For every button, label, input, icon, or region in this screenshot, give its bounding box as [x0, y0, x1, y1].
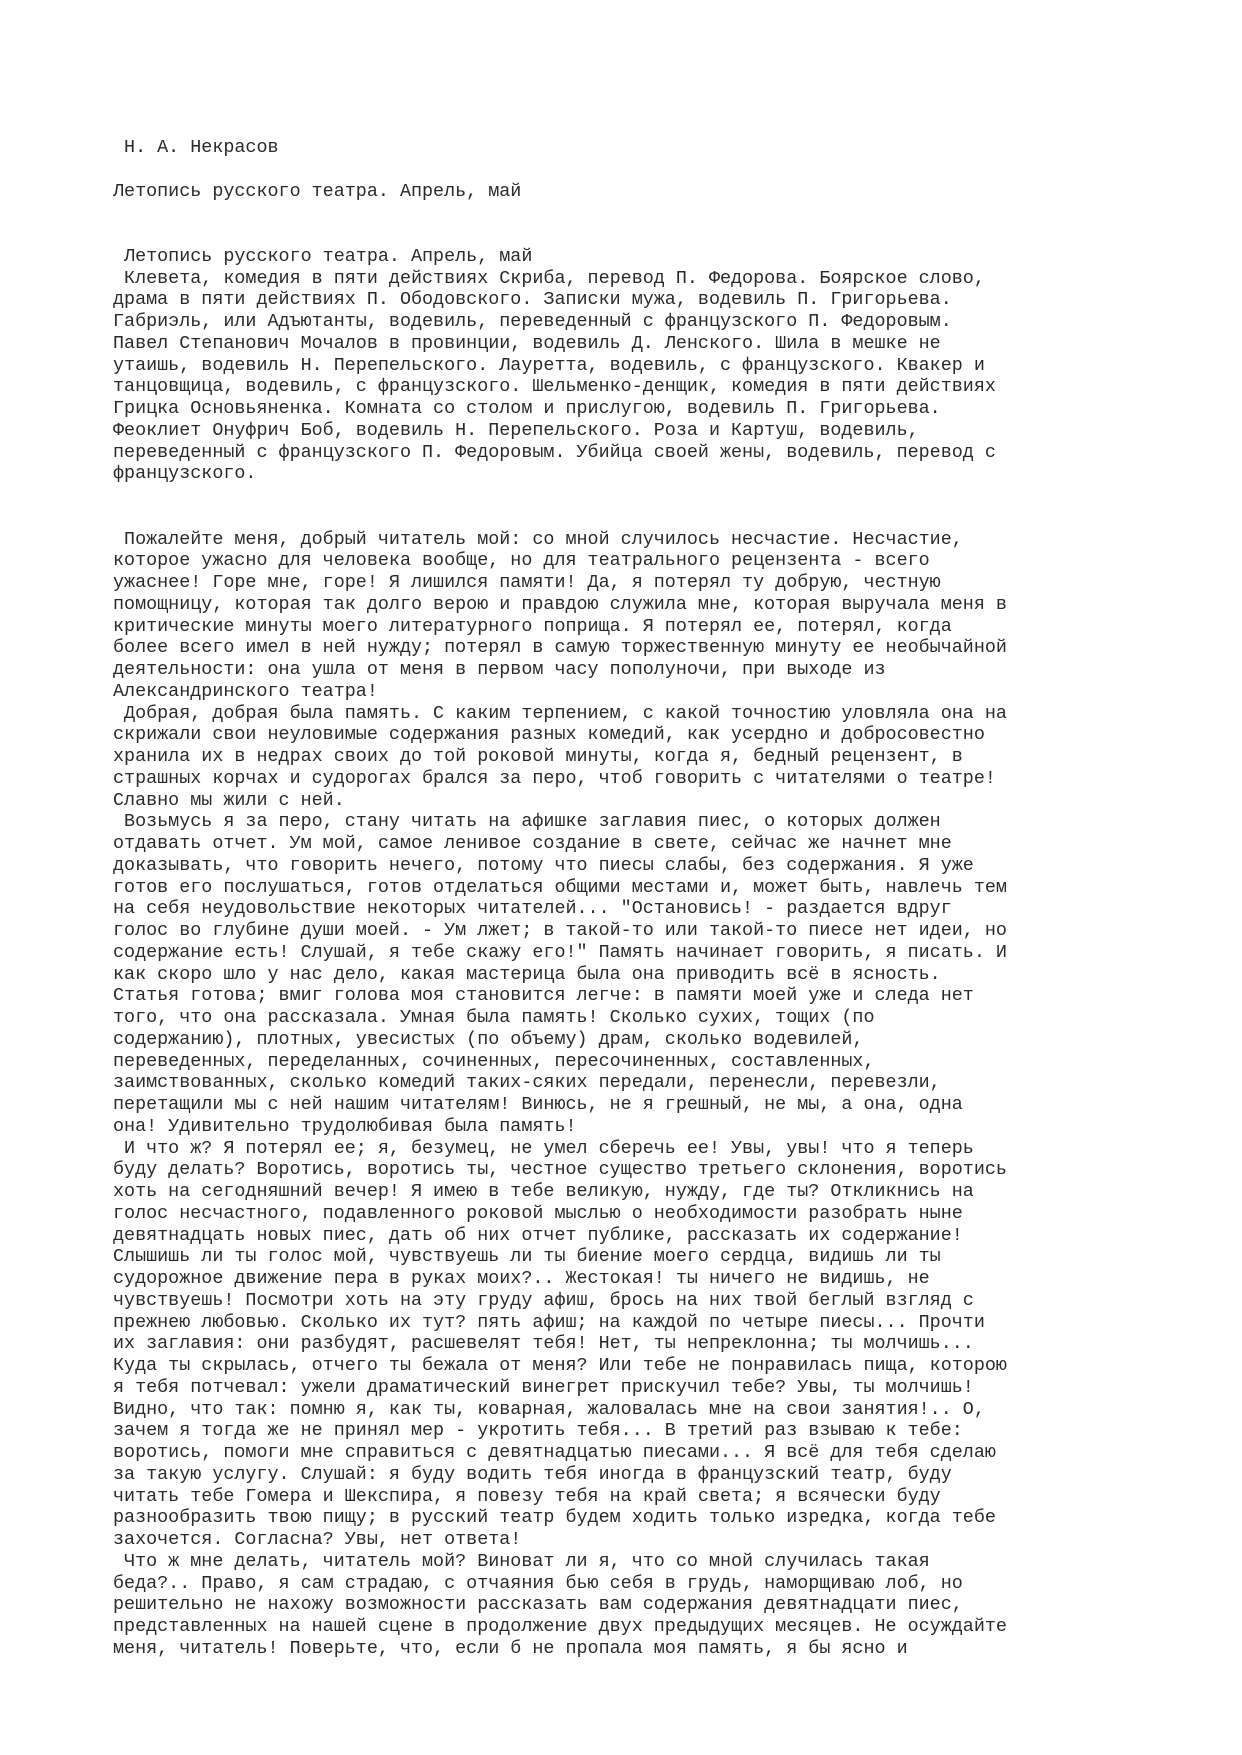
text-line: И что ж? Я потерял ее; я, безумец, не умел сберечь ее! Увы, увы! что я теперь	[113, 1137, 974, 1159]
text-line: Видно, что так: помню я, как ты, коварная, жаловалась мне на свои занятия!.. О,	[113, 1398, 985, 1420]
author-line: Н. А. Некрасов	[113, 137, 279, 158]
text-line: хранила их в недрах своих до той роковой минуты, когда я, бедный рецензент, в	[113, 746, 963, 767]
blank-line	[113, 485, 1213, 507]
text-line: на себя неудовольствие некоторых читателей... "Остановись! - раздается вдруг	[113, 898, 952, 920]
text-line: Пожалейте меня, добрый читатель мой: со мной случилось несчастие. Несчастие,	[113, 528, 963, 550]
text-line: французского.	[113, 463, 257, 485]
text-line: Павел Степанович Мочалов в провинции, водевиль Д. Ленского. Шила в мешке не	[113, 332, 941, 354]
text-line: Добрая, добрая была память. С каким терпением, с какой точностию уловляла она на	[113, 702, 1007, 724]
text-line: девятнадцать новых пиес, дать об них отчет публике, рассказать их содержание!	[113, 1224, 963, 1246]
text-line: критические минуты моего литературного поприща. Я потерял ее, потерял, когда	[113, 615, 952, 637]
text-line: хоть на сегодняшний вечер! Я имею в тебе великую, нужду, где ты? Откликнись на	[113, 1181, 974, 1202]
text-line: танцовщица, водевиль, с французского. Шельменко-денщик, комедия в пяти действиях	[113, 376, 996, 398]
text-line: как скоро шло у нас дело, какая мастерица была она приводить всё в ясность.	[113, 963, 941, 985]
text-line: Возьмусь я за перо, стану читать на афишке заглавия пиес, о которых должен	[113, 811, 941, 833]
paragraph-3	[113, 811, 1213, 1137]
blank-line	[113, 224, 1213, 246]
text-line: захочется. Согласна? Увы, нет ответа!	[113, 1529, 522, 1550]
text-line: она! Удивительно трудолюбивая была память!	[113, 1115, 577, 1137]
paragraph-1	[113, 529, 1213, 703]
text-line: того, что она рассказала. Умная была память! Сколько сухих, тощих (по	[113, 1007, 875, 1028]
text-line: Статья готова; вмиг голова моя становится легче: в памяти моей уже и следа нет	[113, 985, 974, 1007]
text-line: читать тебе Гомера и Шекспира, я повезу тебя на край света; я всячески буду	[113, 1485, 941, 1507]
text-line: доказывать, что говорить нечего, потому что пиесы слабы, без содержания. Я уже	[113, 854, 974, 876]
paragraph-2	[113, 703, 1213, 812]
text-line: я тебя потчевал: ужели драматический винегрет прискучил тебе? Увы, ты молчишь!	[113, 1376, 974, 1398]
blank-line	[113, 159, 1213, 181]
text-line: воротись, помоги мне справиться с девятнадцатью пиесами... Я всё для тебя сделаю	[113, 1442, 996, 1463]
text-line: голос во глубине души моей. - Ум лжет; в такой-то или такой-то пиесе нет идеи, но	[113, 920, 1007, 941]
text-line: меня, читатель! Поверьте, что, если б не пропала моя память, я бы ясно и	[113, 1637, 908, 1659]
text-line: зачем я тогда же не принял мер - укротить тебя... В третий раз взываю к тебе:	[113, 1420, 963, 1442]
paragraph-5	[113, 1551, 1213, 1660]
text-line: Слышишь ли ты голос мой, чувствуешь ли ты биение моего сердца, видишь ли ты	[113, 1246, 941, 1268]
text-line: содержанию), плотных, увесистых (по объему) драм, сколько водевилей,	[113, 1028, 864, 1050]
text-line: Грицка Основьяненка. Комната со столом и прислугою, водевиль П. Григорьева.	[113, 398, 941, 419]
text-line: утаишь, водевиль Н. Перепельского. Лауретта, водевиль, с французского. Квакер и	[113, 354, 985, 376]
text-line: драма в пяти действиях П. Ободовского. Записки мужа, водевиль П. Григорьева.	[113, 289, 952, 311]
text-line: Александринского театра!	[113, 680, 378, 702]
text-line: представленных на нашей сцене в продолжение двух предыдущих месяцев. Не осуждайте	[113, 1616, 1007, 1637]
text-line: Славно мы жили с ней.	[113, 789, 345, 811]
text-line: Что ж мне делать, читатель мой? Виноват ли я, что со мной случилась такая	[113, 1550, 930, 1572]
blank-line	[113, 507, 1213, 529]
text-line: их заглавия: они разбудят, расшевелят тебя! Нет, ты непреклонна; ты молчишь...	[113, 1333, 974, 1355]
text-line: решительно не нахожу возможности рассказать вам содержания девятнадцати пиес,	[113, 1594, 963, 1616]
document-subtitle: Летопись русского театра. Апрель, май	[113, 245, 533, 267]
text-line: буду делать? Воротись, воротись ты, честное существо третьего склонения, воротись	[113, 1159, 1007, 1181]
text-line: Куда ты скрылась, отчего ты бежала от меня? Или тебе не понравилась пища, которою	[113, 1355, 1007, 1376]
blank-line	[113, 202, 1213, 224]
text-line: деятельности: она ушла от меня в первом часу пополуночи, при выходе из	[113, 659, 886, 680]
text-line: Клевета, комедия в пяти действиях Скриба, перевод П. Федорова. Боярское слово,	[113, 267, 985, 289]
text-line: отдавать отчет. Ум мой, самое ленивое создание в свете, сейчас же начнет мне	[113, 833, 952, 854]
text-line: помощницу, которая так долго верою и правдою служила мне, которая выручала меня в	[113, 593, 1007, 615]
text-line: ужаснее! Горе мне, горе! Я лишился памяти! Да, я потерял ту добрую, честную	[113, 572, 941, 593]
paragraph-4	[113, 1138, 1213, 1551]
text-line: беда?.. Право, я сам страдаю, с отчаяния бью себя в грудь, наморщиваю лоб, но	[113, 1572, 963, 1594]
text-line: скрижали свои неуловимые содержания разных комедий, как усердно и добросовестно	[113, 724, 985, 746]
text-line: более всего имел в ней нужду; потерял в самую торжественную минуту ее необычайной	[113, 637, 1007, 659]
text-line: страшных корчах и судорогах брался за перо, чтоб говорить с читателями о театре!	[113, 767, 996, 789]
text-line: заимствованных, сколько комедий таких-сяких передали, перенесли, перевезли,	[113, 1072, 941, 1094]
text-line: переведенных, переделанных, сочиненных, пересочиненных, составленных,	[113, 1050, 875, 1072]
document-page	[113, 137, 1213, 1660]
text-line: Феоклиет Онуфрич Боб, водевиль Н. Перепельского. Роза и Картуш, водевиль,	[113, 419, 919, 441]
text-line: чувствуешь! Посмотри хоть на эту груду афиш, брось на них твой беглый взгляд с	[113, 1289, 974, 1311]
text-line: за такую услугу. Слушай: я буду водить тебя иногда в французский театр, буду	[113, 1463, 952, 1485]
text-line: перетащили мы с ней нашим читателям! Винюсь, не я грешный, не мы, а она, одна	[113, 1094, 963, 1115]
text-line: содержание есть! Слушай, я тебе скажу его!" Память начинает говорить, я писать. И	[113, 941, 1007, 963]
text-line: судорожное движение пера в руках моих?.. Жестокая! ты ничего не видишь, не	[113, 1268, 930, 1289]
text-line: переведенный с французского П. Федоровым. Убийца своей жены, водевиль, перевод с	[113, 441, 996, 463]
text-line: голос несчастного, подавленного роковой мыслью о необходимости разобрать ныне	[113, 1202, 963, 1224]
document-title: Летопись русского театра. Апрель, май	[113, 180, 522, 202]
text-line: прежнею любовью. Сколько их тут? пять афиш; на каждой по четыре пиесы... Прочти	[113, 1311, 985, 1333]
text-line: готов его послушаться, готов отделаться общими местами и, может быть, навлечь тем	[113, 876, 1007, 898]
playbill-paragraph	[113, 268, 1213, 486]
text-line: Габриэль, или Адъютанты, водевиль, переведенный с французского П. Федоровым.	[113, 311, 952, 332]
text-line: разнообразить твою пищу; в русский театр будем ходить только изредка, когда тебе	[113, 1507, 996, 1529]
text-line: которое ужасно для человека вообще, но для театрального рецензента - всего	[113, 550, 930, 572]
